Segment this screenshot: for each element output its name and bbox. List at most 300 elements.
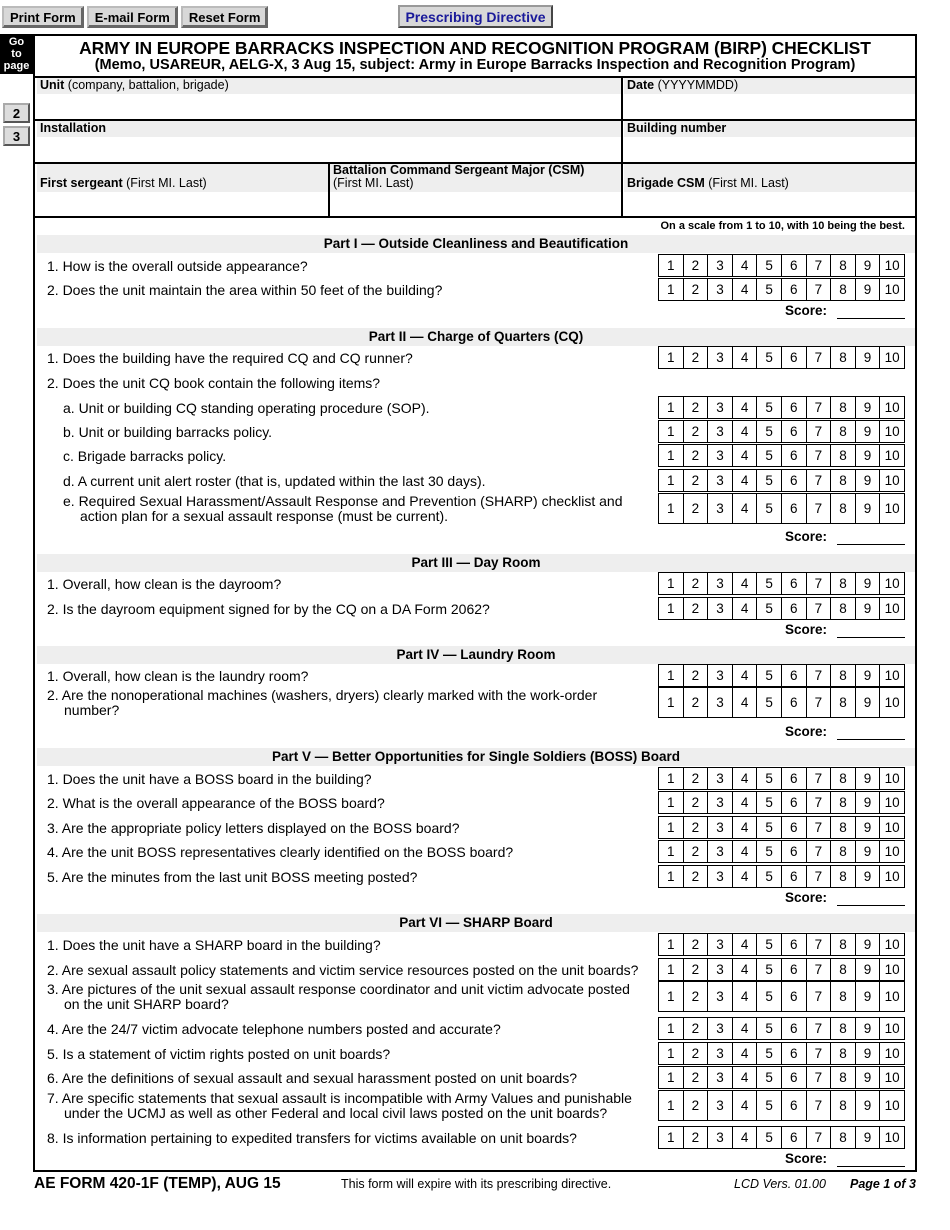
rating-option-10[interactable]: 10: [880, 1127, 905, 1148]
rating-option-5[interactable]: 5: [757, 817, 782, 838]
rating-option-1[interactable]: 1: [659, 841, 684, 862]
rating-scale: [658, 840, 905, 863]
rating-option-7[interactable]: 7: [807, 494, 832, 523]
rating-option-2[interactable]: 2: [684, 665, 709, 686]
unit-field[interactable]: [37, 94, 621, 118]
rating-option-9[interactable]: 9: [856, 1043, 881, 1064]
rating-option-10[interactable]: 10: [880, 573, 905, 594]
question-text: 5. Is a statement of victim rights posted on unit boards?: [47, 1046, 391, 1062]
rating-option-6[interactable]: 6: [782, 1018, 807, 1039]
rating-option-3[interactable]: 3: [708, 817, 733, 838]
part-heading: Part III — Day Room: [37, 554, 915, 572]
first-sergeant-field[interactable]: [37, 192, 328, 215]
rating-option-4[interactable]: 4: [733, 1067, 758, 1088]
rating-option-4[interactable]: 4: [733, 1127, 758, 1148]
rating-option-8[interactable]: 8: [831, 470, 856, 491]
rating-option-8[interactable]: 8: [831, 1127, 856, 1148]
rating-option-9[interactable]: 9: [856, 792, 881, 813]
date-field[interactable]: [624, 94, 915, 118]
rating-option-10[interactable]: 10: [880, 494, 905, 523]
rating-option-6[interactable]: 6: [782, 397, 807, 418]
rating-option-6[interactable]: 6: [782, 598, 807, 619]
rating-option-2[interactable]: 2: [684, 598, 709, 619]
battalion-csm-field[interactable]: [330, 192, 621, 215]
rating-option-1[interactable]: 1: [659, 768, 684, 789]
rating-option-5[interactable]: 5: [757, 1127, 782, 1148]
rating-option-10[interactable]: 10: [880, 841, 905, 862]
date-label: [624, 78, 915, 94]
rating-option-1[interactable]: 1: [659, 347, 684, 368]
rating-option-7[interactable]: 7: [807, 1091, 832, 1120]
rating-option-10[interactable]: 10: [880, 959, 905, 980]
rating-option-8[interactable]: 8: [831, 866, 856, 887]
rating-option-2[interactable]: 2: [684, 1091, 709, 1120]
rating-option-5[interactable]: 5: [757, 279, 782, 300]
rating-option-3[interactable]: 3: [708, 445, 733, 466]
rating-option-8[interactable]: 8: [831, 347, 856, 368]
rating-option-6[interactable]: 6: [782, 841, 807, 862]
rating-option-7[interactable]: 7: [807, 665, 832, 686]
rating-scale: [658, 1042, 905, 1065]
rating-option-9[interactable]: 9: [856, 1018, 881, 1039]
rating-option-3[interactable]: 3: [708, 1127, 733, 1148]
rating-scale: [658, 469, 905, 492]
rating-option-6[interactable]: 6: [782, 1127, 807, 1148]
question-text: 1. Does the unit have a BOSS board in the building?: [47, 771, 372, 787]
rating-option-4[interactable]: 4: [733, 688, 758, 717]
rating-option-1[interactable]: 1: [659, 866, 684, 887]
rating-option-8[interactable]: 8: [831, 1067, 856, 1088]
rating-option-5[interactable]: 5: [757, 934, 782, 955]
rating-option-6[interactable]: 6: [782, 255, 807, 276]
rating-option-1[interactable]: 1: [659, 494, 684, 523]
rating-option-1[interactable]: 1: [659, 573, 684, 594]
rating-option-5[interactable]: 5: [757, 1067, 782, 1088]
rating-option-6[interactable]: 6: [782, 494, 807, 523]
rating-option-1[interactable]: 1: [659, 1127, 684, 1148]
rating-option-7[interactable]: 7: [807, 841, 832, 862]
rating-option-7[interactable]: 7: [807, 397, 832, 418]
rating-option-7[interactable]: 7: [807, 279, 832, 300]
rating-option-1[interactable]: 1: [659, 470, 684, 491]
rating-option-1[interactable]: 1: [659, 792, 684, 813]
rating-option-3[interactable]: 3: [708, 688, 733, 717]
rating-option-8[interactable]: 8: [831, 768, 856, 789]
rating-option-1[interactable]: 1: [659, 1091, 684, 1120]
building-number-field[interactable]: [624, 137, 915, 161]
email-form-button[interactable]: E-mail Form: [87, 6, 178, 28]
rating-option-6[interactable]: 6: [782, 1091, 807, 1120]
rating-option-2[interactable]: 2: [684, 982, 709, 1011]
rating-option-6[interactable]: 6: [782, 817, 807, 838]
rating-option-8[interactable]: 8: [831, 934, 856, 955]
rating-option-5[interactable]: 5: [757, 421, 782, 442]
rating-option-5[interactable]: 5: [757, 1043, 782, 1064]
score-field[interactable]: [837, 724, 905, 740]
question-text: 1. Does the building have the required CQ and CQ runner?: [47, 350, 413, 366]
prescribing-directive-button[interactable]: Prescribing Directive: [398, 5, 553, 28]
rating-option-4[interactable]: 4: [733, 665, 758, 686]
rating-option-8[interactable]: 8: [831, 841, 856, 862]
rating-option-5[interactable]: 5: [757, 397, 782, 418]
rating-option-6[interactable]: 6: [782, 347, 807, 368]
rating-option-7[interactable]: 7: [807, 1043, 832, 1064]
rating-option-10[interactable]: 10: [880, 688, 905, 717]
rating-option-6[interactable]: 6: [782, 982, 807, 1011]
rating-option-5[interactable]: 5: [757, 445, 782, 466]
rating-option-9[interactable]: 9: [856, 1067, 881, 1088]
rating-option-10[interactable]: 10: [880, 866, 905, 887]
rating-option-3[interactable]: 3: [708, 279, 733, 300]
rating-option-4[interactable]: 4: [733, 792, 758, 813]
rating-option-7[interactable]: 7: [807, 1067, 832, 1088]
rating-option-5[interactable]: 5: [757, 347, 782, 368]
rating-option-6[interactable]: 6: [782, 792, 807, 813]
rating-option-3[interactable]: 3: [708, 1067, 733, 1088]
rating-option-3[interactable]: 3: [708, 665, 733, 686]
question-text: 6. Are the definitions of sexual assault and sexual harassment posted on unit boards?: [47, 1070, 578, 1086]
rating-option-6[interactable]: 6: [782, 959, 807, 980]
rating-option-1[interactable]: 1: [659, 688, 684, 717]
rating-option-3[interactable]: 3: [708, 573, 733, 594]
rating-option-1[interactable]: 1: [659, 279, 684, 300]
rating-option-7[interactable]: 7: [807, 934, 832, 955]
rating-option-5[interactable]: 5: [757, 665, 782, 686]
rating-option-10[interactable]: 10: [880, 1091, 905, 1120]
rating-option-8[interactable]: 8: [831, 397, 856, 418]
rating-option-2[interactable]: 2: [684, 841, 709, 862]
rating-option-2[interactable]: 2: [684, 792, 709, 813]
rating-option-4[interactable]: 4: [733, 573, 758, 594]
rating-option-6[interactable]: 6: [782, 1067, 807, 1088]
rating-option-10[interactable]: 10: [880, 397, 905, 418]
rating-option-8[interactable]: 8: [831, 255, 856, 276]
rating-option-4[interactable]: 4: [733, 397, 758, 418]
rating-scale: [658, 346, 905, 369]
rating-option-7[interactable]: 7: [807, 421, 832, 442]
rating-option-6[interactable]: 6: [782, 445, 807, 466]
first-sergeant-label: [37, 164, 328, 192]
rating-option-2[interactable]: 2: [684, 1018, 709, 1039]
rating-option-8[interactable]: 8: [831, 598, 856, 619]
rating-option-6[interactable]: 6: [782, 866, 807, 887]
print-form-button[interactable]: Print Form: [2, 6, 84, 28]
rating-option-3[interactable]: 3: [708, 768, 733, 789]
rating-option-8[interactable]: 8: [831, 959, 856, 980]
rating-option-3[interactable]: 3: [708, 255, 733, 276]
rating-option-7[interactable]: 7: [807, 598, 832, 619]
rating-option-3[interactable]: 3: [708, 470, 733, 491]
installation-field[interactable]: [37, 137, 621, 161]
rating-option-4[interactable]: 4: [733, 279, 758, 300]
rating-option-8[interactable]: 8: [831, 817, 856, 838]
rating-option-2[interactable]: 2: [684, 1043, 709, 1064]
rating-option-4[interactable]: 4: [733, 1043, 758, 1064]
rating-option-2[interactable]: 2: [684, 1067, 709, 1088]
score-field[interactable]: [837, 622, 905, 638]
rating-option-6[interactable]: 6: [782, 688, 807, 717]
rating-scale: [658, 933, 905, 956]
score-field[interactable]: [837, 303, 905, 319]
rating-option-2[interactable]: 2: [684, 255, 709, 276]
reset-form-button[interactable]: Reset Form: [181, 6, 269, 28]
form-identifier: AE FORM 420-1F (TEMP), AUG 15: [34, 1175, 281, 1192]
rating-scale: [658, 664, 905, 687]
rating-option-2[interactable]: 2: [684, 866, 709, 887]
rating-option-4[interactable]: 4: [733, 934, 758, 955]
battalion-csm-label-text: Battalion Command Sergeant Major (CSM): [333, 163, 585, 177]
rating-option-5[interactable]: 5: [757, 982, 782, 1011]
rating-option-10[interactable]: 10: [880, 792, 905, 813]
rating-option-3[interactable]: 3: [708, 934, 733, 955]
rating-option-3[interactable]: 3: [708, 598, 733, 619]
rating-option-1[interactable]: 1: [659, 934, 684, 955]
rating-option-3[interactable]: 3: [708, 866, 733, 887]
rating-option-3[interactable]: 3: [708, 347, 733, 368]
rating-option-2[interactable]: 2: [684, 397, 709, 418]
rating-option-9[interactable]: 9: [856, 397, 881, 418]
rating-option-9[interactable]: 9: [856, 866, 881, 887]
rating-option-7[interactable]: 7: [807, 768, 832, 789]
rating-option-2[interactable]: 2: [684, 470, 709, 491]
rating-option-9[interactable]: 9: [856, 445, 881, 466]
score-field[interactable]: [837, 529, 905, 545]
question-text: 2. What is the overall appearance of the BOSS board?: [47, 795, 385, 811]
first-sergeant-label-text: First sergeant: [40, 176, 123, 190]
rating-option-8[interactable]: 8: [831, 279, 856, 300]
rating-option-10[interactable]: 10: [880, 255, 905, 276]
rating-option-7[interactable]: 7: [807, 817, 832, 838]
rating-option-10[interactable]: 10: [880, 279, 905, 300]
rating-option-9[interactable]: 9: [856, 817, 881, 838]
rating-option-4[interactable]: 4: [733, 421, 758, 442]
rating-option-3[interactable]: 3: [708, 792, 733, 813]
rating-option-3[interactable]: 3: [708, 421, 733, 442]
rating-option-10[interactable]: 10: [880, 470, 905, 491]
form-toolbar: [2, 6, 268, 28]
rating-option-1[interactable]: 1: [659, 255, 684, 276]
rating-option-9[interactable]: 9: [856, 494, 881, 523]
rating-option-9[interactable]: 9: [856, 279, 881, 300]
rating-option-9[interactable]: 9: [856, 1091, 881, 1120]
brigade-csm-field[interactable]: [624, 192, 915, 215]
rating-option-3[interactable]: 3: [708, 841, 733, 862]
rating-option-8[interactable]: 8: [831, 1043, 856, 1064]
rating-option-2[interactable]: 2: [684, 421, 709, 442]
rating-option-1[interactable]: 1: [659, 397, 684, 418]
rating-option-5[interactable]: 5: [757, 255, 782, 276]
rating-option-4[interactable]: 4: [733, 255, 758, 276]
go-to-page-3-button[interactable]: 3: [3, 126, 30, 146]
question-text: 2. Does the unit CQ book contain the following items?: [47, 375, 381, 391]
rating-option-5[interactable]: 5: [757, 1091, 782, 1120]
rating-option-8[interactable]: 8: [831, 982, 856, 1011]
question-text: 1. Does the unit have a SHARP board in the building?: [47, 937, 381, 953]
rating-option-7[interactable]: 7: [807, 347, 832, 368]
rating-option-4[interactable]: 4: [733, 841, 758, 862]
rating-option-2[interactable]: 2: [684, 817, 709, 838]
question-text: e. Required Sexual Harassment/Assault Response and Prevention (SHARP) checklist and action plan for a sexual assault response (must be current).: [63, 493, 623, 524]
rating-option-7[interactable]: 7: [807, 1018, 832, 1039]
rating-option-8[interactable]: 8: [831, 688, 856, 717]
rating-option-2[interactable]: 2: [684, 347, 709, 368]
score-field[interactable]: [837, 890, 905, 906]
rating-option-10[interactable]: 10: [880, 598, 905, 619]
rating-option-5[interactable]: 5: [757, 573, 782, 594]
rating-option-1[interactable]: 1: [659, 1018, 684, 1039]
rating-option-5[interactable]: 5: [757, 841, 782, 862]
rating-option-9[interactable]: 9: [856, 934, 881, 955]
rating-option-7[interactable]: 7: [807, 688, 832, 717]
rating-option-2[interactable]: 2: [684, 768, 709, 789]
rating-option-1[interactable]: 1: [659, 959, 684, 980]
rating-scale: [658, 1126, 905, 1149]
rating-option-10[interactable]: 10: [880, 934, 905, 955]
rating-option-10[interactable]: 10: [880, 445, 905, 466]
rating-option-6[interactable]: 6: [782, 279, 807, 300]
rating-option-2[interactable]: 2: [684, 445, 709, 466]
rating-option-9[interactable]: 9: [856, 982, 881, 1011]
rating-option-7[interactable]: 7: [807, 959, 832, 980]
rating-option-9[interactable]: 9: [856, 688, 881, 717]
rating-option-3[interactable]: 3: [708, 959, 733, 980]
rating-option-6[interactable]: 6: [782, 665, 807, 686]
rating-option-6[interactable]: 6: [782, 470, 807, 491]
rating-option-1[interactable]: 1: [659, 817, 684, 838]
score-field[interactable]: [837, 1151, 905, 1167]
rating-option-4[interactable]: 4: [733, 347, 758, 368]
rating-option-9[interactable]: 9: [856, 421, 881, 442]
rating-option-7[interactable]: 7: [807, 255, 832, 276]
rating-option-3[interactable]: 3: [708, 1091, 733, 1120]
rating-option-10[interactable]: 10: [880, 347, 905, 368]
rating-option-2[interactable]: 2: [684, 688, 709, 717]
rating-option-7[interactable]: 7: [807, 573, 832, 594]
rating-option-3[interactable]: 3: [708, 982, 733, 1011]
rating-option-6[interactable]: 6: [782, 934, 807, 955]
rating-option-5[interactable]: 5: [757, 494, 782, 523]
rating-option-2[interactable]: 2: [684, 573, 709, 594]
rating-option-10[interactable]: 10: [880, 768, 905, 789]
rating-option-8[interactable]: 8: [831, 665, 856, 686]
rating-option-4[interactable]: 4: [733, 1091, 758, 1120]
rating-scale: [658, 1017, 905, 1040]
rating-option-4[interactable]: 4: [733, 817, 758, 838]
rating-option-8[interactable]: 8: [831, 1018, 856, 1039]
rating-option-4[interactable]: 4: [733, 768, 758, 789]
expiry-note: This form will expire with its prescribing directive.: [341, 1177, 612, 1191]
rating-option-9[interactable]: 9: [856, 768, 881, 789]
rating-option-4[interactable]: 4: [733, 982, 758, 1011]
rating-option-10[interactable]: 10: [880, 1018, 905, 1039]
rating-option-5[interactable]: 5: [757, 1018, 782, 1039]
rating-option-1[interactable]: 1: [659, 1043, 684, 1064]
rating-option-6[interactable]: 6: [782, 768, 807, 789]
rating-option-9[interactable]: 9: [856, 347, 881, 368]
rating-option-8[interactable]: 8: [831, 792, 856, 813]
rating-option-3[interactable]: 3: [708, 494, 733, 523]
rating-option-5[interactable]: 5: [757, 792, 782, 813]
rating-option-4[interactable]: 4: [733, 470, 758, 491]
rating-option-9[interactable]: 9: [856, 1127, 881, 1148]
rating-option-9[interactable]: 9: [856, 470, 881, 491]
rating-option-5[interactable]: 5: [757, 598, 782, 619]
rating-scale: [658, 420, 905, 443]
rating-option-10[interactable]: 10: [880, 421, 905, 442]
rating-option-5[interactable]: 5: [757, 688, 782, 717]
go-to-page-label: [0, 34, 33, 74]
rating-option-6[interactable]: 6: [782, 421, 807, 442]
rating-option-4[interactable]: 4: [733, 866, 758, 887]
rating-option-6[interactable]: 6: [782, 573, 807, 594]
rating-option-1[interactable]: 1: [659, 421, 684, 442]
rating-option-3[interactable]: 3: [708, 1043, 733, 1064]
rating-option-8[interactable]: 8: [831, 421, 856, 442]
rating-option-8[interactable]: 8: [831, 573, 856, 594]
rating-option-2[interactable]: 2: [684, 1127, 709, 1148]
rating-option-8[interactable]: 8: [831, 445, 856, 466]
rating-option-10[interactable]: 10: [880, 665, 905, 686]
question-text: 3. Are pictures of the unit sexual assault response coordinator and unit victim advocate posted on the unit SHARP board?: [47, 981, 630, 1012]
rating-option-10[interactable]: 10: [880, 982, 905, 1011]
rating-option-2[interactable]: 2: [684, 279, 709, 300]
rating-option-5[interactable]: 5: [757, 470, 782, 491]
rating-option-1[interactable]: 1: [659, 445, 684, 466]
rating-option-5[interactable]: 5: [757, 768, 782, 789]
rating-option-4[interactable]: 4: [733, 598, 758, 619]
rating-option-9[interactable]: 9: [856, 959, 881, 980]
rating-option-2[interactable]: 2: [684, 934, 709, 955]
rating-option-9[interactable]: 9: [856, 255, 881, 276]
go-to-page-2-button[interactable]: 2: [3, 103, 30, 123]
rating-option-3[interactable]: 3: [708, 1018, 733, 1039]
rating-option-7[interactable]: 7: [807, 982, 832, 1011]
rating-option-2[interactable]: 2: [684, 959, 709, 980]
rating-option-4[interactable]: 4: [733, 1018, 758, 1039]
rating-option-8[interactable]: 8: [831, 1091, 856, 1120]
rating-option-7[interactable]: 7: [807, 792, 832, 813]
rating-option-9[interactable]: 9: [856, 573, 881, 594]
rating-option-9[interactable]: 9: [856, 841, 881, 862]
question-text: 2. Are the nonoperational machines (washers, dryers) clearly marked with the work-order number?: [47, 687, 598, 718]
rating-option-9[interactable]: 9: [856, 598, 881, 619]
date-hint: (YYYYMMDD): [654, 78, 739, 92]
rating-option-10[interactable]: 10: [880, 817, 905, 838]
rating-option-1[interactable]: 1: [659, 665, 684, 686]
rating-option-8[interactable]: 8: [831, 494, 856, 523]
rating-option-10[interactable]: 10: [880, 1043, 905, 1064]
rating-option-7[interactable]: 7: [807, 470, 832, 491]
rating-option-4[interactable]: 4: [733, 445, 758, 466]
rating-option-9[interactable]: 9: [856, 665, 881, 686]
rating-option-5[interactable]: 5: [757, 866, 782, 887]
rating-option-1[interactable]: 1: [659, 598, 684, 619]
rating-option-5[interactable]: 5: [757, 959, 782, 980]
installation-label-text: Installation: [40, 121, 106, 135]
rating-option-7[interactable]: 7: [807, 1127, 832, 1148]
rating-option-6[interactable]: 6: [782, 1043, 807, 1064]
rating-option-1[interactable]: 1: [659, 1067, 684, 1088]
rating-option-2[interactable]: 2: [684, 494, 709, 523]
rating-option-3[interactable]: 3: [708, 397, 733, 418]
rating-option-1[interactable]: 1: [659, 982, 684, 1011]
rating-scale: [658, 1066, 905, 1089]
rating-option-4[interactable]: 4: [733, 494, 758, 523]
rating-option-4[interactable]: 4: [733, 959, 758, 980]
rating-option-10[interactable]: 10: [880, 1067, 905, 1088]
rating-option-7[interactable]: 7: [807, 445, 832, 466]
rating-option-7[interactable]: 7: [807, 866, 832, 887]
